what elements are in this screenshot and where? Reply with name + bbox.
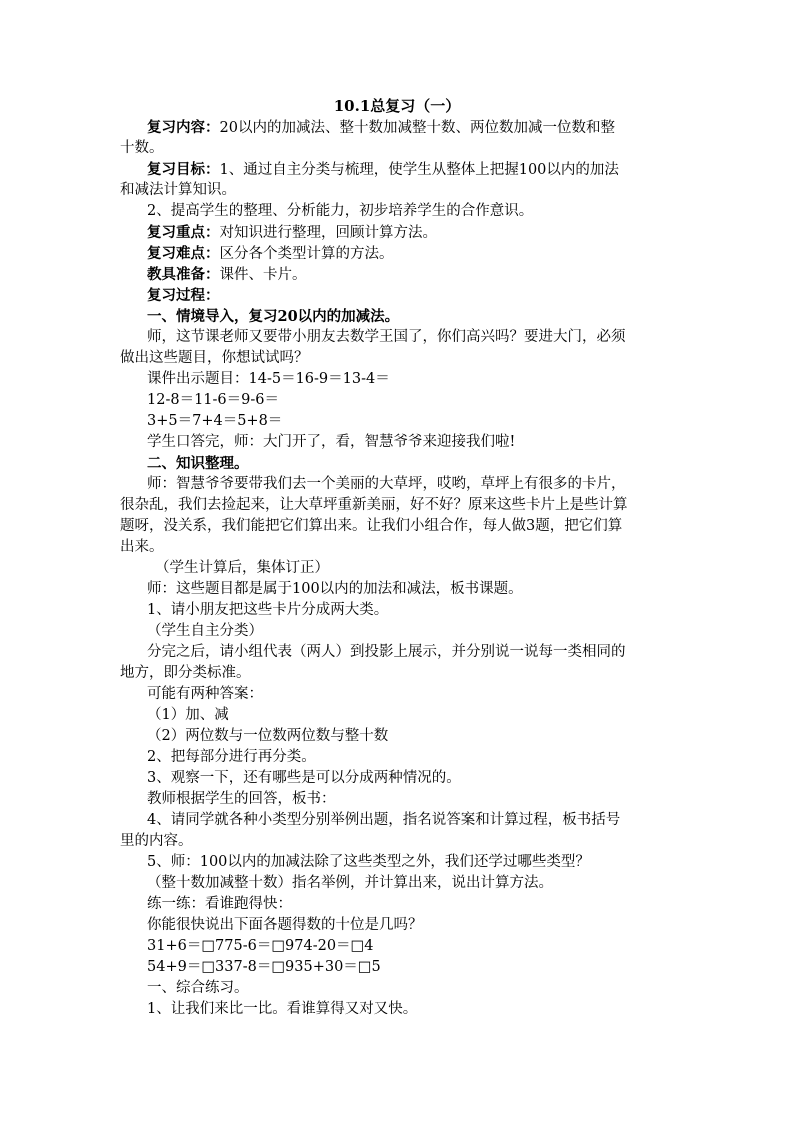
s2-answer-1: （1）加、减 <box>147 707 229 723</box>
key-label: 复习重点： <box>147 224 220 241</box>
page-title: 10.1总复习（一） <box>333 97 461 115</box>
s1-question-line: 课件出示题目：14-5＝16-9＝13-4＝ <box>147 371 390 387</box>
s2-paragraph-continued: 地方，即分类标准。 <box>120 665 251 681</box>
s2-note: （学生自主分类） <box>147 623 263 639</box>
s2-teacher-board: 教师根据学生的回答，板书： <box>147 791 336 807</box>
s1-question-line: 3+5＝7+4＝5+8＝ <box>147 413 283 429</box>
s2-item-5: 5、师：100以内的加减法除了这些类型之外，我们还学过哪些类型？ <box>147 854 590 870</box>
s2-teacher-line: 师：这些题目都是属于100以内的加法和减法，板书课题。 <box>147 581 523 597</box>
key-line <box>147 222 437 244</box>
s1-paragraph-continued: 做出这些题目，你想试试吗？ <box>120 350 309 366</box>
goal-line <box>147 159 619 181</box>
s2-item-3: 3、观察一下，还有哪些是可以分成两种情况的。 <box>147 770 461 786</box>
prep-line <box>147 264 307 286</box>
content-label: 复习内容： <box>147 119 220 136</box>
s3-item-1: 1、让我们来比一比。看谁算得又对又快。 <box>147 1001 418 1017</box>
s2-paragraph-continued: 题呀，没关系，我们能把它们算出来。让我们小组合作，每人做3题，把它们算 <box>120 518 623 534</box>
content-text: 20以内的加减法、整十数加减整十数、两位数加减一位数和整 <box>219 120 615 136</box>
content-text-continued: 十数。 <box>120 140 164 156</box>
section2-heading: 二、知识整理。 <box>147 455 249 472</box>
difficulty-label: 复习难点： <box>147 245 220 262</box>
s1-answer: 学生口答完，师：大门开了，看，智慧爷爷来迎接我们啦! <box>147 434 516 450</box>
s2-paragraph-continued: 很杂乱，我们去捡起来，让大草坪重新美丽，好不好？原来这些卡片上是些计算 <box>120 497 628 513</box>
prep-text: 课件、卡片。 <box>219 267 307 283</box>
practice-title: 练一练：看谁跑得快： <box>147 896 292 912</box>
prep-label: 教具准备： <box>147 266 220 283</box>
s2-item-1: 1、请小朋友把这些卡片分成两大类。 <box>147 602 389 618</box>
s1-paragraph: 师，这节课老师又要带小朋友去数学王国了，你们高兴吗？要进大门，必须 <box>147 329 626 345</box>
section1-heading: 一、情境导入，复习20以内的加减法。 <box>147 308 400 325</box>
s2-note: （学生计算后，集体订正） <box>155 560 329 576</box>
s2-item-2: 2、把每部分进行再分类。 <box>147 749 316 765</box>
s2-paragraph: 师：智慧爷爷要带我们去一个美丽的大草坪，哎哟，草坪上有很多的卡片， <box>147 476 626 492</box>
difficulty-line <box>147 243 394 265</box>
s2-item-4-continued: 里的内容。 <box>120 833 193 849</box>
s2-paragraph-continued: 出来。 <box>120 539 164 555</box>
content-line <box>147 117 615 139</box>
section3-heading: 一、综合练习。 <box>147 980 249 996</box>
goal-label: 复习目标： <box>147 161 220 178</box>
practice-line: 54+9＝□337-8＝□935+30＝□5 <box>147 959 381 975</box>
goal-text: 1、通过自主分类与梳理，使学生从整体上把握100以内的加法 <box>219 162 619 178</box>
s2-note: （整十数加减整十数）指名举例，并计算出来，说出计算方法。 <box>147 875 553 891</box>
practice-question: 你能很快说出下面各题得数的十位是几吗？ <box>147 917 423 933</box>
s2-answers-intro: 可能有两种答案： <box>147 686 263 702</box>
process-label: 复习过程： <box>147 287 220 304</box>
s2-item-4: 4、请同学就各种小类型分别举例出题，指名说答案和计算过程，板书括号 <box>147 812 621 828</box>
practice-line: 31+6＝□775-6＝□974-20＝□4 <box>147 938 374 954</box>
s2-paragraph: 分完之后，请小组代表（两人）到投影上展示，并分别说一说每一类相同的 <box>147 644 626 660</box>
s2-answer-2: （2）两位数与一位数两位数与整十数 <box>147 728 389 744</box>
goal-text-continued: 和减法计算知识。 <box>120 182 236 198</box>
key-text: 对知识进行整理，回顾计算方法。 <box>219 225 437 241</box>
difficulty-text: 区分各个类型计算的方法。 <box>219 246 394 262</box>
s1-question-line: 12-8＝11-6＝9-6＝ <box>147 392 280 408</box>
goal-text-2: 2、提高学生的整理、分析能力，初步培养学生的合作意识。 <box>147 203 534 219</box>
